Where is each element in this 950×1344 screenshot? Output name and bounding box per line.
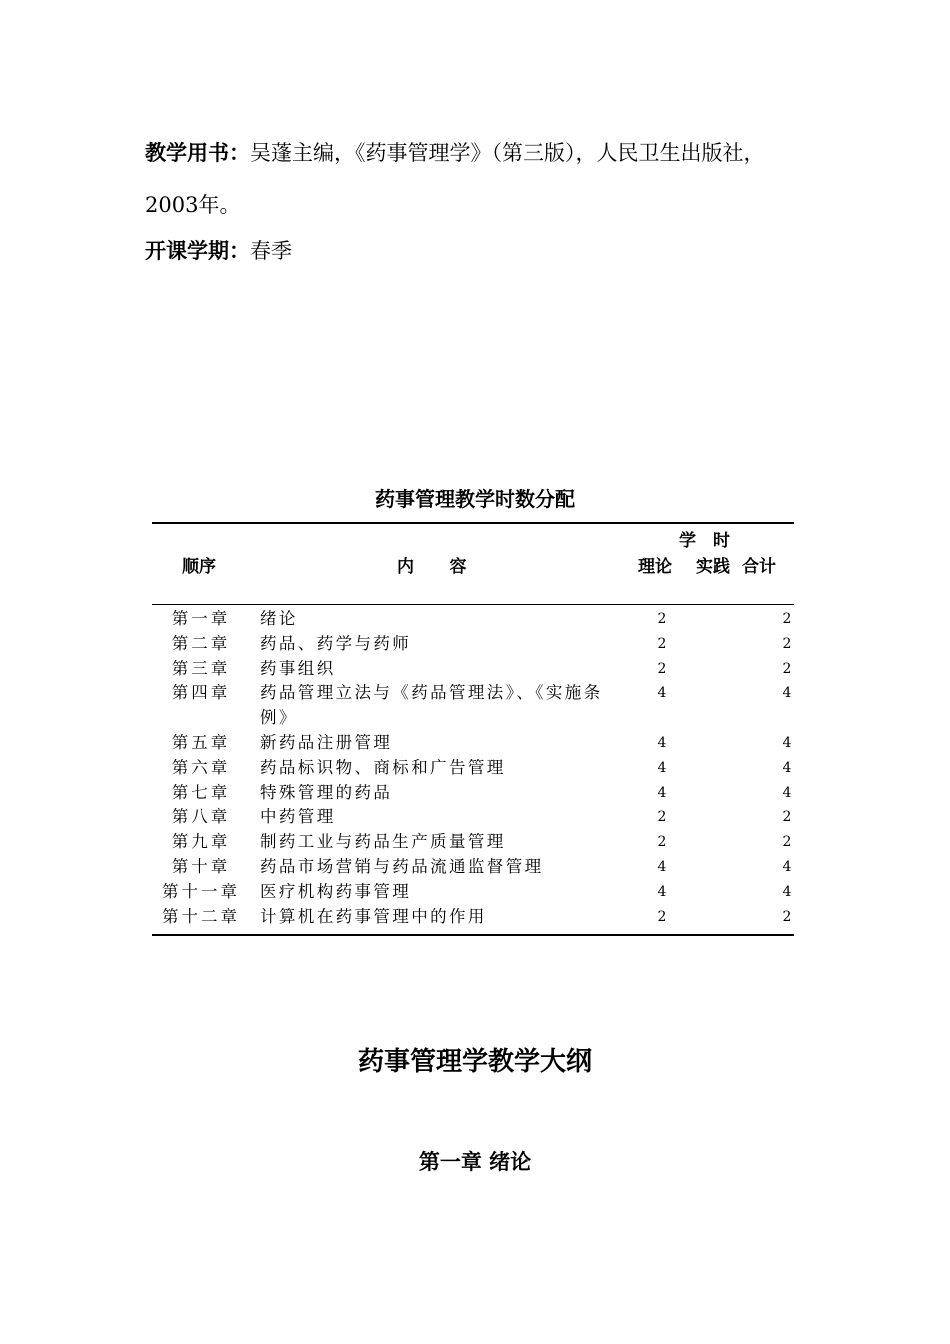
row-total-hours: 2 bbox=[782, 635, 792, 652]
row-chapter: 第十一章 bbox=[162, 881, 240, 901]
row-total-hours: 4 bbox=[782, 883, 792, 900]
row-chapter: 第九章 bbox=[171, 832, 231, 852]
textbook-text: 吴蓬主编，《药事管理学》（第三版），人民卫生出版社，2003年。 bbox=[145, 141, 765, 217]
row-total-hours: 2 bbox=[782, 611, 792, 627]
row-title: 中药管理 bbox=[260, 807, 336, 827]
hours-table bbox=[152, 522, 794, 936]
table-row bbox=[152, 756, 794, 781]
row-title: 新药品注册管理 bbox=[260, 732, 393, 752]
row-theory-hours: 2 bbox=[657, 834, 667, 851]
row-total-hours: 4 bbox=[782, 734, 792, 751]
row-title: 计算机在药事管理中的作用 bbox=[260, 906, 487, 926]
row-total-hours: 2 bbox=[782, 660, 792, 677]
row-chapter: 第八章 bbox=[171, 807, 231, 827]
table-row bbox=[152, 731, 794, 756]
table-row bbox=[152, 681, 794, 731]
header-practice: 实践 bbox=[696, 557, 730, 577]
header-hours: 学 时 bbox=[679, 531, 730, 551]
row-theory-hours: 4 bbox=[657, 734, 667, 751]
term-paragraph bbox=[145, 225, 810, 277]
syllabus-title: 药事管理学教学大纲 bbox=[357, 1047, 592, 1077]
table-title: 药事管理教学时数分配 bbox=[375, 487, 575, 511]
textbook-label: 教学用书： bbox=[145, 141, 250, 165]
row-total-hours: 4 bbox=[782, 784, 792, 801]
header-sequence: 顺序 bbox=[182, 557, 216, 577]
row-title: 特殊管理的药品 bbox=[260, 782, 393, 802]
header-content: 内 容 bbox=[397, 557, 467, 577]
row-chapter: 第五章 bbox=[171, 732, 231, 752]
table-row bbox=[152, 855, 794, 880]
row-theory-hours: 2 bbox=[657, 660, 667, 677]
row-theory-hours: 4 bbox=[657, 784, 667, 801]
row-title: 药品市场营销与药品流通监督管理 bbox=[260, 856, 544, 876]
row-theory-hours: 2 bbox=[657, 611, 667, 627]
table-row bbox=[152, 830, 794, 855]
row-theory-hours: 2 bbox=[657, 809, 667, 826]
chapter-heading: 第一章 绪论 bbox=[418, 1150, 532, 1174]
row-theory-hours: 2 bbox=[657, 908, 667, 925]
row-chapter: 第七章 bbox=[171, 782, 231, 802]
term-text: 春季 bbox=[250, 239, 292, 263]
table-header bbox=[152, 524, 794, 605]
row-title: 制药工业与药品生产质量管理 bbox=[260, 832, 506, 852]
row-title: 医疗机构药事管理 bbox=[260, 881, 412, 901]
row-chapter: 第二章 bbox=[171, 633, 231, 653]
row-chapter: 第四章 bbox=[171, 683, 231, 703]
row-total-hours: 4 bbox=[782, 759, 792, 776]
table-row bbox=[152, 632, 794, 657]
row-total-hours: 2 bbox=[782, 908, 792, 925]
row-total-hours: 2 bbox=[782, 809, 792, 826]
row-title: 药事组织 bbox=[260, 658, 336, 678]
row-theory-hours: 4 bbox=[657, 883, 667, 900]
table-row bbox=[152, 905, 794, 930]
table-row bbox=[152, 880, 794, 905]
row-chapter: 第一章 bbox=[171, 609, 231, 628]
table-body bbox=[152, 605, 794, 934]
table-row bbox=[152, 781, 794, 806]
row-chapter: 第十二章 bbox=[162, 906, 240, 926]
row-total-hours: 4 bbox=[782, 858, 792, 875]
row-theory-hours: 2 bbox=[657, 635, 667, 652]
row-chapter: 第六章 bbox=[171, 757, 231, 777]
table-row bbox=[152, 805, 794, 830]
row-theory-hours: 4 bbox=[657, 759, 667, 776]
term-label: 开课学期： bbox=[145, 239, 250, 263]
row-chapter: 第十章 bbox=[171, 856, 231, 876]
row-title: 药品标识物、商标和广告管理 bbox=[260, 757, 506, 777]
row-theory-hours: 4 bbox=[657, 685, 667, 702]
row-total-hours: 2 bbox=[782, 834, 792, 851]
header-theory: 理论 bbox=[638, 557, 672, 577]
textbook-paragraph bbox=[145, 127, 810, 231]
row-chapter: 第三章 bbox=[171, 658, 231, 678]
row-title: 药品、药学与药师 bbox=[260, 633, 412, 653]
table-row bbox=[152, 607, 794, 632]
header-total: 合计 bbox=[742, 557, 776, 577]
row-total-hours: 4 bbox=[782, 685, 792, 702]
row-title: 绪论 bbox=[260, 609, 298, 628]
row-theory-hours: 4 bbox=[657, 858, 667, 875]
table-row bbox=[152, 657, 794, 682]
row-title: 药品管理立法与《药品管理法》、《实施条例》 bbox=[260, 683, 603, 728]
